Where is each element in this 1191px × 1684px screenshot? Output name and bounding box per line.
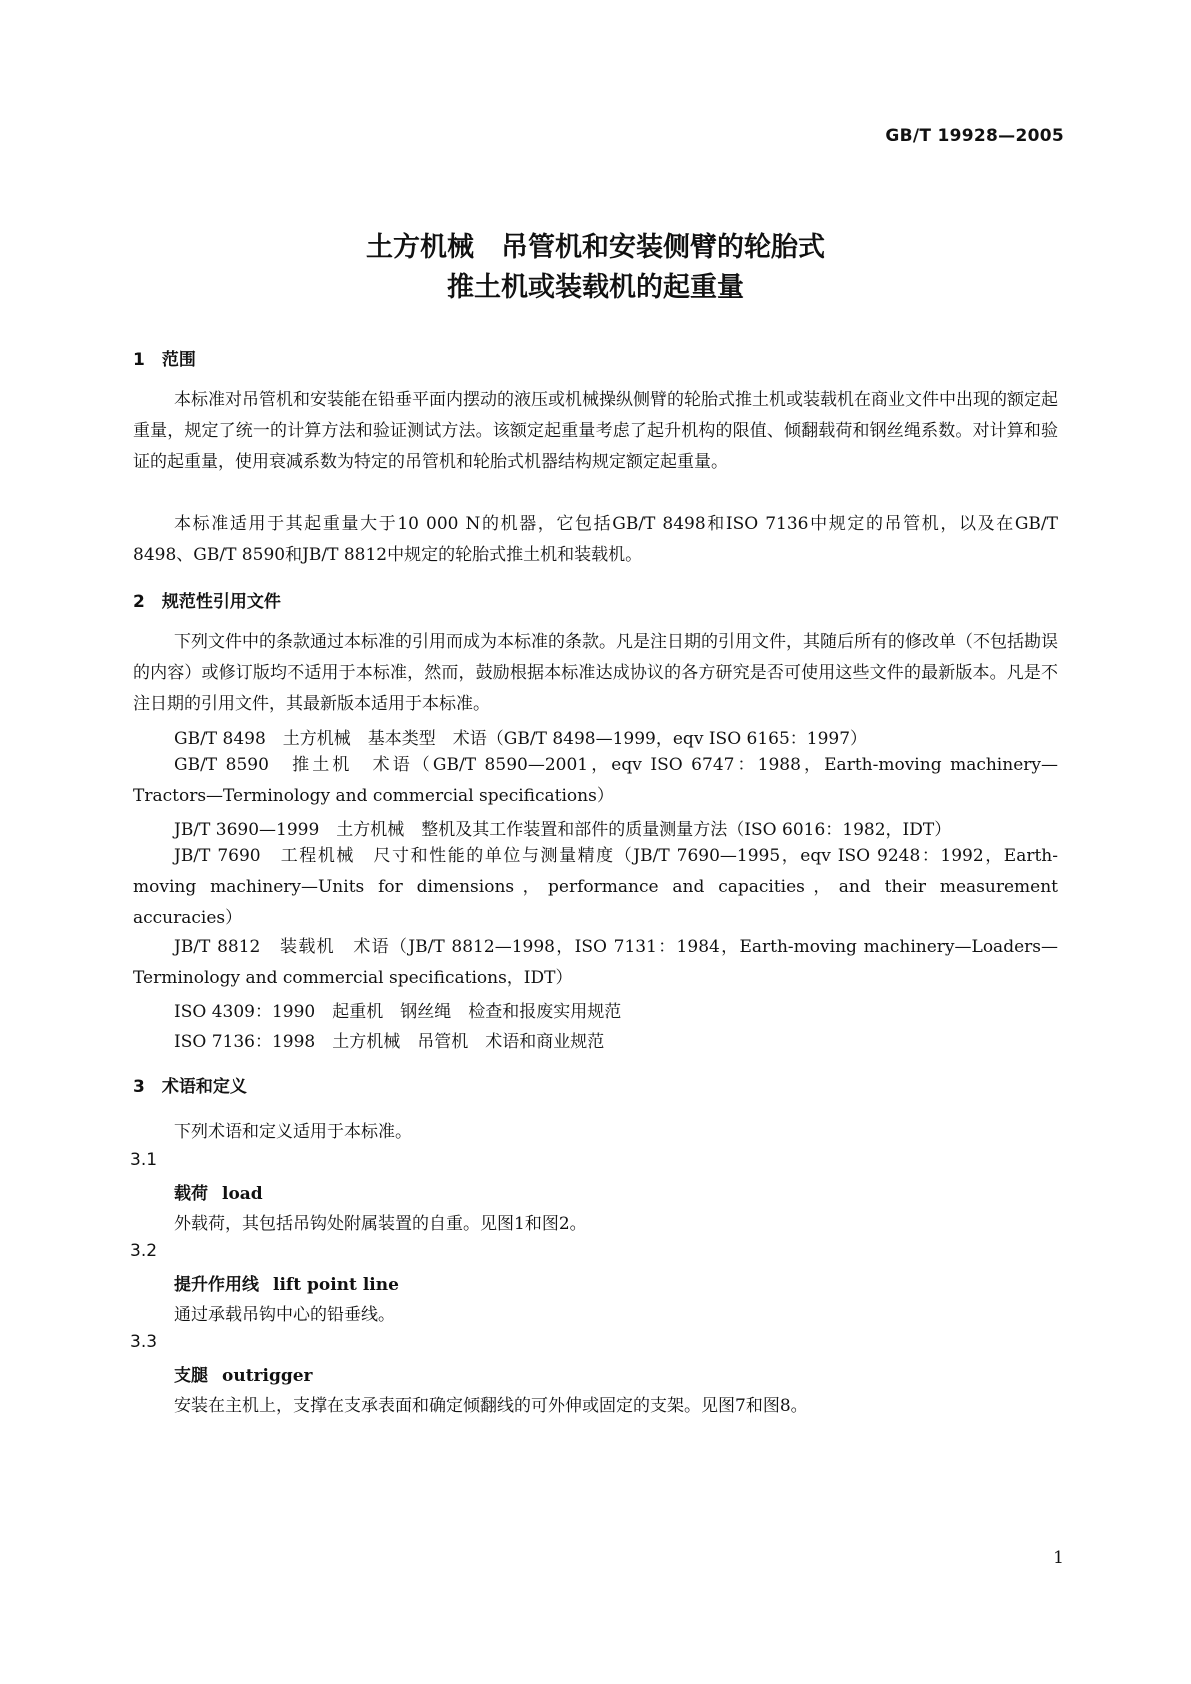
title-line-1: 土方机械 吊管机和安装侧臂的轮胎式 bbox=[366, 232, 825, 263]
term-name-chinese: 支腿 bbox=[174, 1366, 208, 1386]
section-1-paragraph-2: 本标准适用于其起重量大于10 000 N的机器，它包括GB/T 8498和ISO 7136中规定的吊管机，以及在GB/T 8498、GB/T 8590和JB/T 8812中规定的轮胎式推土机和装载机。 bbox=[133, 514, 1058, 565]
term-number: 3.3 bbox=[130, 1332, 158, 1352]
term-name-english: load bbox=[222, 1184, 263, 1204]
term-name bbox=[174, 1361, 313, 1386]
term-name-chinese: 提升作用线 bbox=[174, 1275, 259, 1295]
section-1-paragraph-1: 本标准对吊管机和安装能在铅垂平面内摆动的液压或机械操纵侧臂的轮胎式推土机或装载机在商业文件中出现的额定起重量，规定了统一的计算方法和验证测试方法。该额定起重量考虑了起升机构的限值、倾翻载荷和钢丝绳系数。对计算和验证的起重量，使用衰减系数为特定的吊管机和轮胎式机器结构规定额定起重量。 bbox=[133, 390, 1058, 472]
section-3-intro: 下列术语和定义适用于本标准。 bbox=[174, 1122, 412, 1142]
reference-item: ISO 7136：1998 土方机械 吊管机 术语和商业规范 bbox=[174, 1032, 605, 1052]
section-3-heading: 3 术语和定义 bbox=[133, 1077, 247, 1097]
term-name bbox=[174, 1270, 399, 1295]
section-2-intro: 下列文件中的条款通过本标准的引用而成为本标准的条款。凡是注日期的引用文件，其随后所有的修改单（不包括勘误的内容）或修订版均不适用于本标准，然而，鼓励根据本标准达成协议的各方研究是否可使用这些文件的最新版本。凡是不注日期的引用文件，其最新版本适用于本标准。 bbox=[133, 632, 1058, 714]
term-number: 3.1 bbox=[130, 1150, 158, 1170]
term-name-english: outrigger bbox=[222, 1366, 313, 1386]
page-number: 1 bbox=[1053, 1548, 1064, 1568]
term-number: 3.2 bbox=[130, 1241, 158, 1261]
term-definition: 外载荷，其包括吊钩处附属装置的自重。见图1和图2。 bbox=[174, 1214, 587, 1234]
document-title bbox=[0, 228, 1191, 308]
term-definition: 通过承载吊钩中心的铅垂线。 bbox=[174, 1305, 395, 1325]
reference-item: GB/T 8498 土方机械 基本类型 术语（GB/T 8498—1999，eqv ISO 6165：1997） bbox=[174, 729, 868, 749]
standard-code: GB/T 19928—2005 bbox=[885, 126, 1064, 146]
reference-item: GB/T 8590 推土机 术语（GB/T 8590—2001，eqv ISO 6747：1988，Earth-moving machinery—Tractors—Terminology and commercial specifications） bbox=[133, 755, 1058, 806]
term-definition: 安装在主机上，支撑在支承表面和确定倾翻线的可外伸或固定的支架。见图7和图8。 bbox=[174, 1396, 808, 1416]
reference-item: JB/T 8812 装载机 术语（JB/T 8812—1998，ISO 7131：1984，Earth-moving machinery—Loaders—Terminology and commercial specifications，IDT） bbox=[133, 937, 1058, 988]
reference-item: JB/T 3690—1999 土方机械 整机及其工作装置和部件的质量测量方法（ISO 6016：1982，IDT） bbox=[174, 820, 952, 840]
title-line-2: 推土机或装载机的起重量 bbox=[447, 272, 744, 303]
term-name-english: lift point line bbox=[273, 1275, 399, 1295]
reference-item: JB/T 7690 工程机械 尺寸和性能的单位与测量精度（JB/T 7690—1995，eqv ISO 9248：1992，Earth-moving machinery—Units for dimensions，performance and capacities，and their measurement accuracies） bbox=[133, 846, 1058, 928]
reference-item: ISO 4309：1990 起重机 钢丝绳 检查和报废实用规范 bbox=[174, 1002, 622, 1022]
term-name-chinese: 载荷 bbox=[174, 1184, 208, 1204]
section-2-heading: 2 规范性引用文件 bbox=[133, 592, 281, 612]
term-name bbox=[174, 1179, 263, 1204]
section-1-heading: 1 范围 bbox=[133, 350, 196, 370]
